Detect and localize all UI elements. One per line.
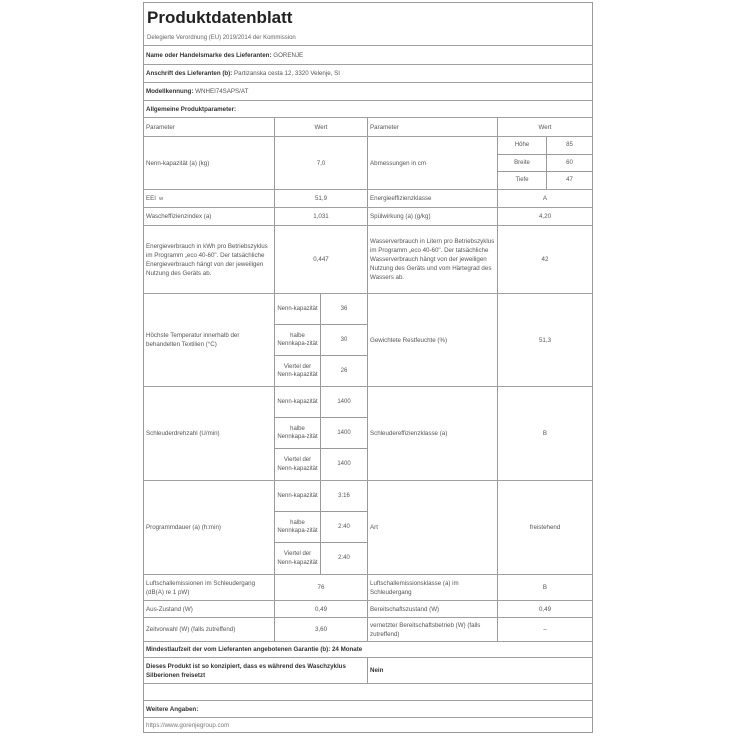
depth-value: 47 [566,177,573,184]
washing-efficiency-value: 1,031 [275,208,368,225]
height-label: Höhe [498,137,547,155]
residual-moisture-label: Gewichtete Restfeuchte (%) [368,294,498,386]
supplier-address-label: Anschrift des Lieferanten (b): [146,70,233,77]
sub-label: halbe Nennkapa-zität [275,418,321,449]
type-label: Art [368,481,498,574]
rated-capacity-label: Nenn-kapazität (a) (kg) [144,137,275,189]
max-temperature-label: Höchste Temperatur innerhalb der behandelten Textilien (°C) [144,294,275,386]
eei-value: 51,9 [275,190,368,207]
header-value-left: Wert [275,118,368,136]
sub-value: 1400 [321,449,368,480]
program-duration-label: Programmdauer (a) (h:min) [144,481,275,574]
sub-value: 2:40 [321,543,368,574]
sub-value: 2:40 [321,512,368,543]
spin-class-label: Schleudereffizienzklasse (a) [368,387,498,480]
regulation-subtitle: Delegierte Verordnung (EU) 2019/2014 der Kommission [147,35,296,41]
silver-ions-row [144,658,592,684]
warranty-text: Mindestlaufzeit der vom Lieferanten angebotenen Garantie (b): 24 Monate [146,646,363,653]
delay-start-label: Zeitvorwahl (W) (falls zutreffend) [144,618,275,641]
table-row [144,618,592,642]
spin-class-value: B [542,430,548,437]
standby-value: 0,49 [538,605,552,613]
noise-class-label: Luftschallemissionsklasse (a) im Schleudergang [368,575,498,600]
sub-label: Viertel der Nenn-kapazität [275,356,321,386]
silver-ions-value: Nein [370,667,384,674]
sub-value: 30 [321,325,368,356]
noise-label: Luftschallemissionen im Schleudergang (dB(A) re 1 pW) [144,575,275,600]
sub-value: 26 [321,356,368,386]
energy-consumption-value: 0,447 [275,226,368,293]
sub-label: halbe Nennkapa-zität [275,512,321,543]
url-row [144,718,592,732]
table-row [144,226,592,294]
depth-label: Tiefe [498,172,547,189]
rinsing-label: Spülwirkung (a) (g/kg) [368,208,498,225]
general-params-heading: Allgemeine Produktparameter: [146,105,237,113]
residual-moisture-value: 51,3 [538,336,552,344]
title-row [144,3,592,32]
energy-class-label: Energieeffizienzklasse [368,190,498,207]
type-value: freistehend [529,524,561,531]
table-row [144,190,592,208]
table-row [144,208,592,226]
width-value: 60 [547,155,592,172]
further-info-label: Weitere Angaben: [146,705,199,713]
sub-value: 1400 [321,418,368,449]
supplier-name-label: Name oder Handelsmarke des Lieferanten: [146,51,272,59]
width-label: Breite [498,155,547,172]
sub-label: Nenn-kapazität [275,294,321,325]
rated-capacity-value: 7,0 [275,137,368,189]
noise-value: 76 [275,575,368,600]
table-row [144,137,592,190]
table-row [144,481,592,575]
product-data-sheet [143,2,593,733]
sub-label: Nenn-kapazität [275,481,321,512]
model-row [144,83,592,101]
networked-standby-label: vernetzter Bereitschaftsbetrieb (W) (falls zutreffend) [368,618,498,641]
sub-label: Viertel der Nenn-kapazität [275,449,321,480]
energy-class-value: A [542,195,548,202]
table-row [144,294,592,387]
noise-class-value: B [542,584,548,591]
supplier-name-row [144,46,592,65]
header-parameter-left: Parameter [144,118,275,136]
general-params-row [144,101,592,118]
table-header-row [144,118,592,137]
header-value-right: Wert [538,123,552,131]
sub-value: 3:16 [321,481,368,512]
off-mode-value: 0,49 [275,601,368,617]
washing-efficiency-label: Wascheffizienzindex (a) [144,208,275,225]
supplier-name-value: GORENJE [273,51,304,59]
warranty-row [144,642,592,658]
supplier-address-value: Partizanska cesta 12, 3320 Velenje, SI [234,70,340,77]
silver-ions-label: Dieses Produkt ist so konzipiert, dass es während des Waschzyklus Silberionen freisetzt [144,658,368,683]
water-consumption-label: Wasserverbrauch in Litern pro Betriebszyklus im Programm „eco 40-60". Der tatsächliche Wasserverbrauch hängt von der jeweiligen Nutzung des Geräts und vom Härtegrad des Wassers ab. [368,226,498,293]
page-title: Produktdatenblatt [147,7,293,27]
model-label: Modellkennung: [146,88,194,95]
sub-value: 1400 [321,387,368,418]
off-mode-label: Aus-Zustand (W) [144,601,275,617]
subtitle-row [144,32,592,46]
table-row [144,387,592,481]
supplier-address-row [144,65,592,83]
sub-label: Nenn-kapazität [275,387,321,418]
model-value: WNHEI74SAPS/AT [195,88,249,95]
further-info-row [144,701,592,718]
rinsing-value: 4,20 [538,213,552,220]
table-row [144,575,592,601]
sub-label: halbe Nennkapa-zität [275,325,321,356]
sub-label: Viertel der Nenn-kapazität [275,543,321,574]
empty-row [144,684,592,701]
sub-value: 36 [321,294,368,325]
delay-start-value: 3,60 [275,618,368,641]
energy-consumption-label: Energieverbrauch in kWh pro Betriebszyklus im Programm „eco 40-60". Der tatsächliche Energieverbrauch hängt von der jeweiligen Nutzung des Geräts ab. [144,226,275,293]
networked-standby-value: – [543,626,547,633]
website-link[interactable]: https://www.gorenjegroup.com [146,721,230,729]
eei-label: EEI [146,195,156,202]
height-value: 85 [547,137,592,155]
dimensions-label: Abmessungen in cm [368,137,498,189]
header-parameter-right: Parameter [368,118,498,136]
eei-subscript: W [158,196,164,201]
water-consumption-value: 42 [541,256,549,263]
table-row [144,601,592,618]
spin-speed-label: Schleuderdrehzahl (U/min) [144,387,275,480]
standby-label: Bereitschaftszustand (W) [368,601,498,617]
